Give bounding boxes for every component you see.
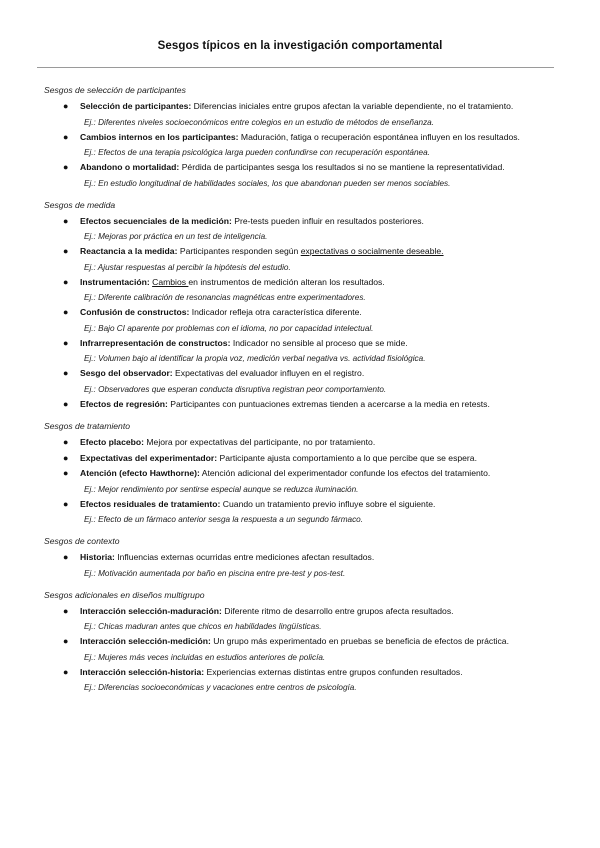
list-item bbox=[63, 366, 542, 397]
item-term: Confusión de constructos: bbox=[80, 307, 190, 317]
item-description: Mejora por expectativas del participante, no por tratamiento. bbox=[144, 437, 376, 447]
item-description-underlined: Cambios bbox=[152, 276, 189, 287]
bullet-icon: ● bbox=[63, 552, 69, 562]
item-term: Infrarrepresentación de constructos: bbox=[80, 337, 231, 348]
list-item bbox=[63, 244, 542, 275]
list-item bbox=[63, 336, 542, 367]
section-heading: Sesgos de tratamiento bbox=[44, 421, 130, 431]
item-term: Interacción selección-medición: bbox=[80, 636, 211, 646]
item-description-underlined: expectativas o socialmente deseable. bbox=[300, 246, 444, 256]
item-example: Ej.: Volumen bajo al identificar la propia voz, medición verbal negativa vs. actividad fisiológica. bbox=[84, 354, 426, 363]
item-description: Influencias externas ocurridas entre mediciones afectan resultados. bbox=[114, 552, 375, 562]
bullet-icon: ● bbox=[63, 337, 69, 348]
section-multigrupo bbox=[0, 589, 600, 696]
item-example: Ej.: Diferente calibración de resonancias magnéticas entre experimentadores. bbox=[84, 293, 366, 302]
section-heading: Sesgos adicionales en diseños multigrupo bbox=[44, 589, 205, 600]
list-item bbox=[63, 397, 542, 413]
item-description: Pérdida de participantes sesga los resultados si no se mantiene la representatividad. bbox=[179, 162, 505, 172]
list-item bbox=[63, 634, 542, 665]
list-item bbox=[63, 130, 542, 161]
item-description: en instrumentos de medición alteran los resultados. bbox=[188, 276, 385, 287]
item-term: Interacción selección-historia: bbox=[80, 666, 205, 677]
bullet-icon: ● bbox=[63, 605, 69, 616]
item-example: Ej.: En estudio longitudinal de habilidades sociales, los que abandonan pueden ser menos sociables. bbox=[84, 178, 451, 188]
item-example: Ej.: Diferentes niveles socioeconómicos entre colegios en un estudio de métodos de enseñanza. bbox=[84, 117, 434, 127]
item-example: Ej.: Mujeres más veces incluidas en estudios anteriores de policía. bbox=[84, 652, 326, 662]
section-medida bbox=[0, 199, 600, 413]
item-description: Participante ajusta comportamiento a lo que percibe que se espera. bbox=[217, 452, 477, 463]
section-tratamiento bbox=[0, 420, 600, 527]
item-term: Efectos secuenciales de la medición: bbox=[80, 215, 232, 226]
list-item bbox=[63, 435, 542, 451]
bullet-icon: ● bbox=[63, 368, 69, 378]
page-title: Sesgos típicos en la investigación comportamental bbox=[157, 40, 443, 52]
item-example: Ej.: Mejoras por práctica en un test de inteligencia. bbox=[84, 232, 268, 241]
item-description: Experiencias externas distintas entre grupos confunden resultados. bbox=[204, 666, 463, 677]
list-item bbox=[63, 305, 542, 336]
list-item bbox=[63, 214, 542, 245]
item-example: Ej.: Efectos de una terapia psicológica larga pueden confundirse con recuperación espontánea. bbox=[84, 148, 430, 157]
title-divider bbox=[37, 67, 554, 68]
item-term: Expectativas del experimentador: bbox=[80, 452, 218, 463]
item-term: Interacción selección-maduración: bbox=[80, 605, 222, 616]
item-term: Historia: bbox=[80, 552, 115, 562]
bullet-icon: ● bbox=[63, 276, 69, 287]
section-contexto bbox=[0, 535, 600, 581]
item-description: Participantes con puntuaciones extremas tienden a acercarse a la media en retests. bbox=[167, 398, 490, 409]
item-example: Ej.: Observadores que esperan conducta disruptiva registran peor comportamiento. bbox=[84, 384, 387, 394]
item-description: Un grupo más experimentado en pruebas se beneficia de efectos de práctica. bbox=[210, 636, 509, 646]
item-term: Efectos residuales de tratamiento: bbox=[80, 498, 221, 509]
document-content bbox=[0, 84, 600, 695]
item-example: Ej.: Diferencias socioeconómicas y vacaciones entre centros de psicología. bbox=[84, 683, 357, 692]
item-description: Diferencias iniciales entre grupos afectan la variable dependiente, no el tratamiento. bbox=[191, 101, 514, 111]
bullet-icon: ● bbox=[63, 215, 69, 226]
item-description: Indicador refleja otra característica diferente. bbox=[189, 307, 362, 317]
section-heading: Sesgos de contexto bbox=[44, 536, 120, 546]
item-example: Ej.: Efecto de un fármaco anterior sesga la respuesta a un segundo fármaco. bbox=[84, 515, 363, 524]
list-item bbox=[63, 99, 542, 130]
list-item bbox=[63, 160, 542, 191]
item-term: Reactancia a la medida: bbox=[80, 246, 178, 256]
item-example: Ej.: Motivación aumentada por baño en piscina entre pre-test y pos-test. bbox=[84, 568, 346, 578]
item-example: Ej.: Bajo CI aparente por problemas con el idioma, no por capacidad intelectual. bbox=[84, 323, 374, 333]
list-item bbox=[63, 550, 542, 581]
item-description: Indicador no sensible al proceso que se mide. bbox=[230, 337, 408, 348]
item-description: Cuando un tratamiento previo influye sobre el siguiente. bbox=[220, 498, 436, 509]
bullet-icon: ● bbox=[63, 468, 69, 478]
bullet-icon: ● bbox=[63, 437, 69, 447]
item-description: Expectativas del evaluador influyen en el registro. bbox=[172, 368, 365, 378]
list-item bbox=[63, 604, 542, 635]
bullet-icon: ● bbox=[63, 498, 69, 509]
item-term: Selección de participantes: bbox=[80, 101, 192, 111]
bullet-icon: ● bbox=[63, 101, 69, 111]
item-description: Pre-tests pueden influir en resultados posteriores. bbox=[231, 215, 424, 226]
item-example: Ej.: Ajustar respuestas al percibir la hipótesis del estudio. bbox=[84, 262, 291, 272]
item-term: Cambios internos en los participantes: bbox=[80, 131, 239, 142]
bullet-icon: ● bbox=[63, 398, 69, 409]
item-term: Atención (efecto Hawthorne): bbox=[80, 468, 200, 478]
list-item bbox=[63, 451, 542, 467]
item-description: Diferente ritmo de desarrollo entre grupos afecta resultados. bbox=[221, 605, 454, 616]
bullet-icon: ● bbox=[63, 636, 69, 646]
item-term: Instrumentación: bbox=[80, 276, 150, 287]
bullet-icon: ● bbox=[63, 246, 69, 256]
bullet-icon: ● bbox=[63, 307, 69, 317]
item-description-pre: Participantes responden según bbox=[177, 246, 301, 256]
bullet-icon: ● bbox=[63, 162, 69, 172]
list-item bbox=[63, 466, 542, 497]
item-description: Maduración, fatiga o recuperación espontánea influyen en los resultados. bbox=[238, 131, 520, 142]
item-term: Efecto placebo: bbox=[80, 437, 144, 447]
item-term: Abandono o mortalidad: bbox=[80, 162, 180, 172]
item-example: Ej.: Chicas maduran antes que chicos en habilidades lingüísticas. bbox=[84, 622, 322, 631]
bullet-icon: ● bbox=[63, 131, 69, 142]
item-example: Ej.: Mejor rendimiento por sentirse especial aunque se reduzca iluminación. bbox=[84, 484, 359, 494]
item-term: Sesgo del observador: bbox=[80, 368, 173, 378]
item-description: Atención adicional del experimentador confunde los efectos del tratamiento. bbox=[199, 468, 491, 478]
section-heading: Sesgos de selección de participantes bbox=[44, 85, 186, 95]
list-item bbox=[63, 275, 542, 306]
list-item bbox=[63, 497, 542, 528]
section-heading: Sesgos de medida bbox=[44, 199, 116, 210]
item-term: Efectos de regresión: bbox=[80, 398, 168, 409]
list-item bbox=[63, 665, 542, 696]
section-seleccion bbox=[0, 84, 600, 191]
bullet-icon: ● bbox=[63, 666, 69, 677]
bullet-icon: ● bbox=[63, 452, 69, 463]
